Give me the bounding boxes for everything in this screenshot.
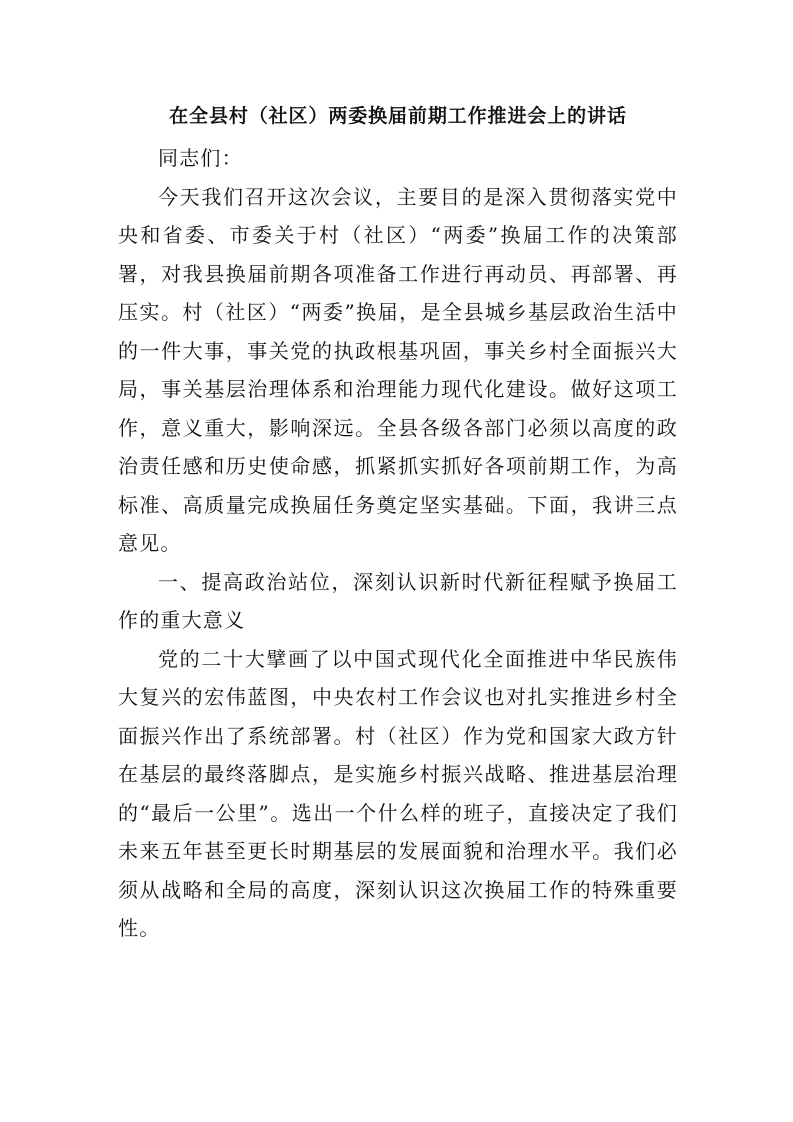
salutation: 同志们： (158, 146, 243, 170)
paragraph-opening: 今天我们召开这次会议，主要目的是深入贯彻落实党中央和省委、市委关于村（社区）“两委”换届工作的决策部署，对我县换届前期各项准备工作进行再动员、再部署、再压实。村（社区）“两委”换届，是全县城乡基层政治生活中的一件大事，事关党的执政根基巩固，事关乡村全面振兴大局，事关基层治理体系和治理能力现代化建设。做好这项工作，意义重大，影响深远。全县各级各部门必须以高度的政治责任感和历史使命感，抓紧抓实抓好各项前期工作，为高标准、高质量完成换届任务奠定坚实基础。下面，我讲三点意见。 (118, 184, 678, 555)
section-heading-1: 一、提高政治站位，深刻认识新时代新征程赋予换届工作的重大意义 (118, 569, 678, 632)
paragraph-section-1: 党的二十大擘画了以中国式现代化全面推进中华民族伟大复兴的宏伟蓝图，中央农村工作会议也对扎实推进乡村全面振兴作出了系统部署。村（社区）作为党和国家大政方针在基层的最终落脚点，是实施乡村振兴战略、推进基层治理的“最后一公里”。选出一个什么样的班子，直接决定了我们未来五年甚至更长时期基层的发展面貌和治理水平。我们必须从战略和全局的高度，深刻认识这次换届工作的特殊重要性。 (118, 646, 678, 940)
document-body (118, 93, 678, 948)
document-title: 在全县村（社区）两委换届前期工作推进会上的讲话 (169, 105, 627, 127)
